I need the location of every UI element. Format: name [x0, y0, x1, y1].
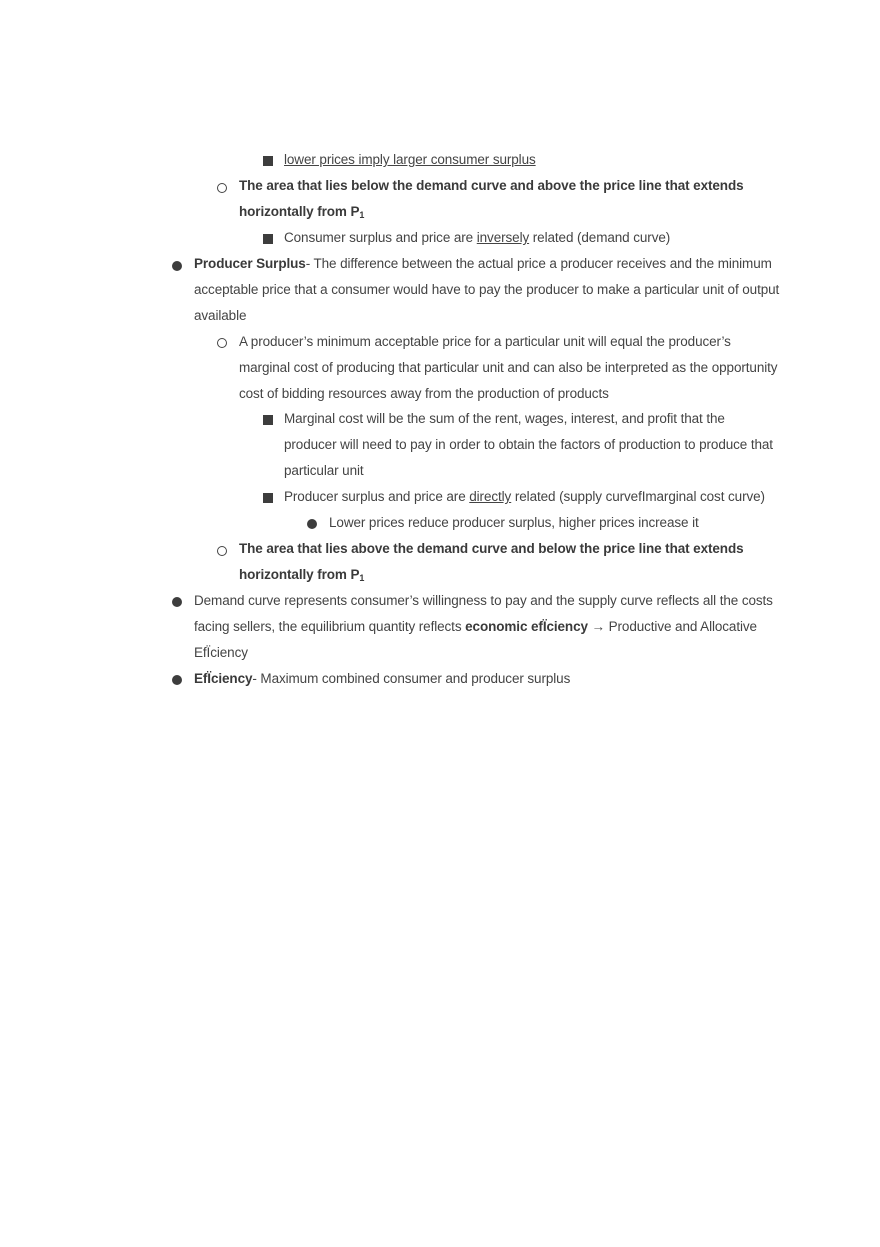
underlined-text: directly [469, 489, 512, 504]
text-run: - The difference between the actual price a producer receives and the minimum [305, 256, 772, 271]
list-item-text: EfÏciency [194, 645, 248, 660]
text-run: horizontally from P [239, 567, 360, 582]
list-item-text [284, 484, 765, 510]
list-item-text [239, 562, 364, 591]
bold-term: economic efÏciency [465, 619, 588, 634]
list-item-text: Demand curve represents consumer’s willingness to pay and the supply curve reflects all the costs [194, 593, 773, 608]
disc-bullet-icon [172, 597, 182, 607]
text-run: - Maximum combined consumer and producer surplus [252, 671, 571, 686]
list-item-text: Marginal cost will be the sum of the rent, wages, interest, and profit that the [284, 411, 725, 426]
bold-term: Producer Surplus [194, 256, 306, 271]
text-run: → Productive and Allocative [587, 619, 757, 634]
bold-term: EfÏciency [194, 671, 253, 686]
underlined-text: inversely [476, 230, 530, 245]
list-item-text: available [194, 308, 247, 323]
list-item-text [194, 251, 772, 277]
list-item-text [284, 225, 670, 251]
disc-bullet-icon [172, 675, 182, 685]
circle-bullet-icon [217, 183, 227, 193]
list-item-text: lower prices imply larger consumer surplus [284, 152, 536, 167]
text-run: related (supply curvefImarginal cost curve) [511, 489, 765, 504]
square-bullet-icon [263, 156, 273, 166]
list-item-text: marginal cost of producing that particular unit and can also be interpreted as the opportunity [239, 360, 778, 375]
list-item-text: Lower prices reduce producer surplus, higher prices increase it [329, 515, 699, 530]
list-item-text: The area that lies below the demand curve and above the price line that extends [239, 178, 744, 193]
text-run: Producer surplus and price are [284, 489, 470, 504]
text-run: horizontally from P [239, 204, 360, 219]
disc-bullet-icon [307, 519, 317, 529]
list-item-text: acceptable price that a consumer would have to pay the producer to make a particular unit of output [194, 282, 780, 297]
list-item-text [194, 614, 757, 640]
list-item-text: A producer’s minimum acceptable price for a particular unit will equal the producer’s [239, 334, 731, 349]
text-run: facing sellers, the equilibrium quantity reflects [194, 619, 466, 634]
circle-bullet-icon [217, 338, 227, 348]
square-bullet-icon [263, 234, 273, 244]
subscript: 1 [359, 573, 365, 583]
list-item-text: The area that lies above the demand curve and below the price line that extends [239, 541, 744, 556]
text-run: Consumer surplus and price are [284, 230, 477, 245]
circle-bullet-icon [217, 546, 227, 556]
list-item-text: particular unit [284, 463, 364, 478]
text-run: related (demand curve) [529, 230, 671, 245]
subscript: 1 [359, 210, 365, 220]
list-item-text: producer will need to pay in order to obtain the factors of production to produce that [284, 437, 773, 452]
square-bullet-icon [263, 415, 273, 425]
list-item-text [194, 666, 570, 692]
square-bullet-icon [263, 493, 273, 503]
list-item-text: cost of bidding resources away from the production of products [239, 386, 609, 401]
disc-bullet-icon [172, 261, 182, 271]
list-item-text [239, 199, 364, 228]
